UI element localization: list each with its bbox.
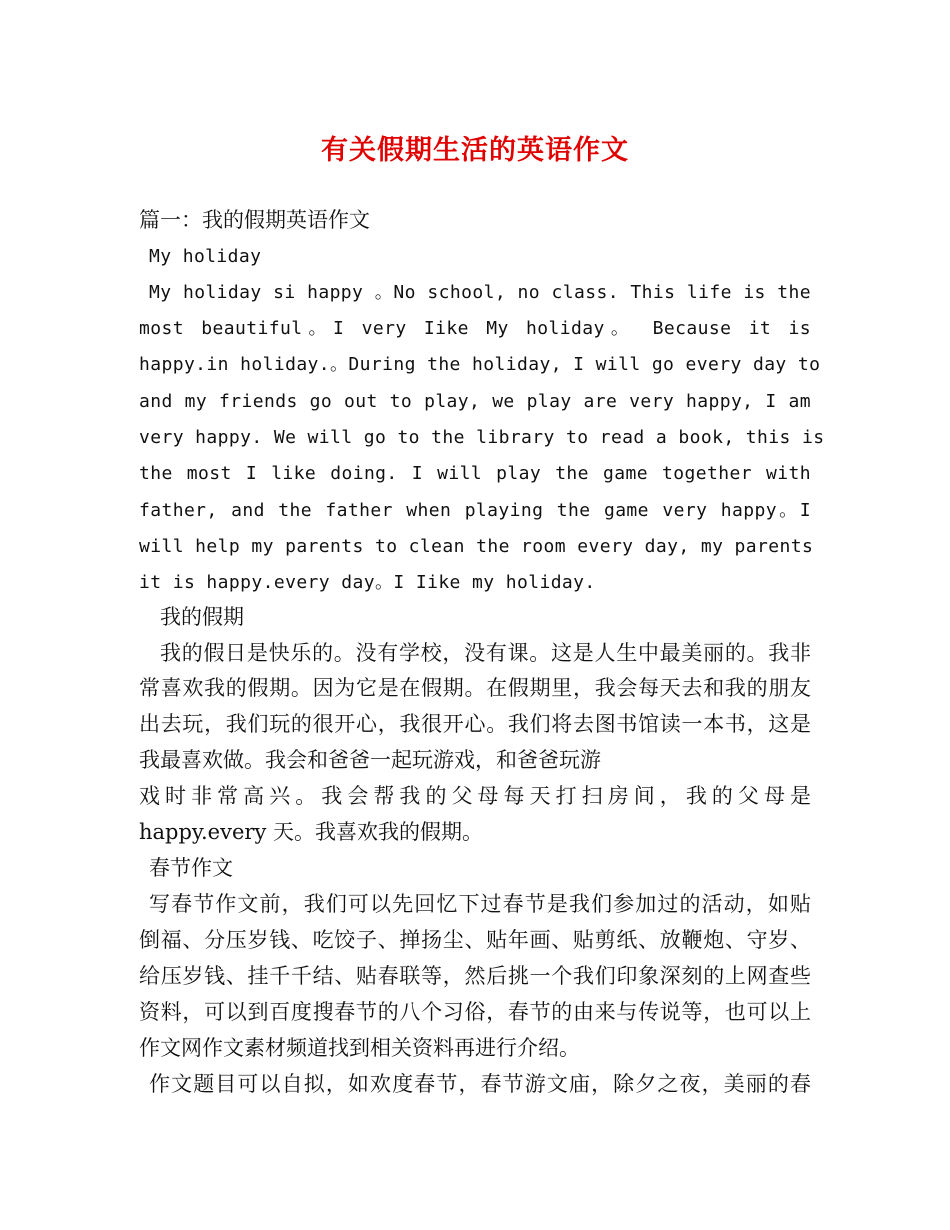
essay-en-line: most beautiful。I very Iike My holiday。 Because it is	[139, 318, 811, 339]
essay-cn-line: 戏时非常高兴。我会帮我的父母每天打扫房间，我的父母是	[139, 784, 811, 808]
essay-cn-line: 我最喜欢做。我会和爸爸一起玩游戏，和爸爸玩游	[139, 748, 601, 772]
essay-en-line: father, and the father when playing the game very happy。I	[139, 500, 811, 521]
spring-line: 写春节作文前，我们可以先回忆下过春节是我们参加过的活动，如贴	[149, 892, 811, 916]
essay-title-en: My holiday	[149, 246, 262, 267]
spring-line: 作文网作文素材频道找到相关资料再进行介绍。	[139, 1036, 580, 1060]
spring-heading: 春节作文	[149, 856, 233, 880]
essay-en-line: happy.in holiday.。During the holiday, I will go every day to	[139, 354, 821, 375]
essay-en-line: and my friends go out to play, we play are very happy, I am	[139, 391, 811, 412]
essay-en-line: it is happy.every day。I Iike my holiday.	[139, 572, 596, 593]
spring-line: 给压岁钱、挂千千结、贴春联等，然后挑一个我们印象深刻的上网查些	[139, 964, 811, 988]
essay-cn-line: happy.every 天。我喜欢我的假期。	[139, 820, 483, 844]
essay-en-line: My holiday si happy 。No school, no class. This life is the	[149, 282, 811, 303]
essay-cn-line: 我的假日是快乐的。没有学校，没有课。这是人生中最美丽的。我非	[160, 641, 811, 665]
section-heading: 篇一：我的假期英语作文	[139, 208, 370, 232]
spring-line: 倒福、分压岁钱、吃饺子、掸扬尘、贴年画、贴剪纸、放鞭炮、守岁、	[139, 928, 811, 952]
essay-title-cn: 我的假期	[160, 605, 244, 629]
essay-en-line: the most I like doing. I will play the game together with	[139, 463, 811, 484]
essay-cn-line: 出去玩，我们玩的很开心，我很开心。我们将去图书馆读一本书，这是	[139, 712, 811, 736]
essay-en-line: very happy. We will go to the library to read a book, this is	[139, 427, 825, 448]
essay-cn-line: 常喜欢我的假期。因为它是在假期。在假期里，我会每天去和我的朋友	[139, 676, 811, 700]
essay-en-line: will help my parents to clean the room every day, my parents	[139, 536, 814, 557]
spring-line: 作文题目可以自拟，如欢度春节，春节游文庙，除夕之夜，美丽的春	[149, 1072, 811, 1096]
document-title: 有关假期生活的英语作文	[321, 135, 629, 166]
spring-line: 资料，可以到百度搜春节的八个习俗，春节的由来与传说等，也可以上	[139, 1000, 811, 1024]
